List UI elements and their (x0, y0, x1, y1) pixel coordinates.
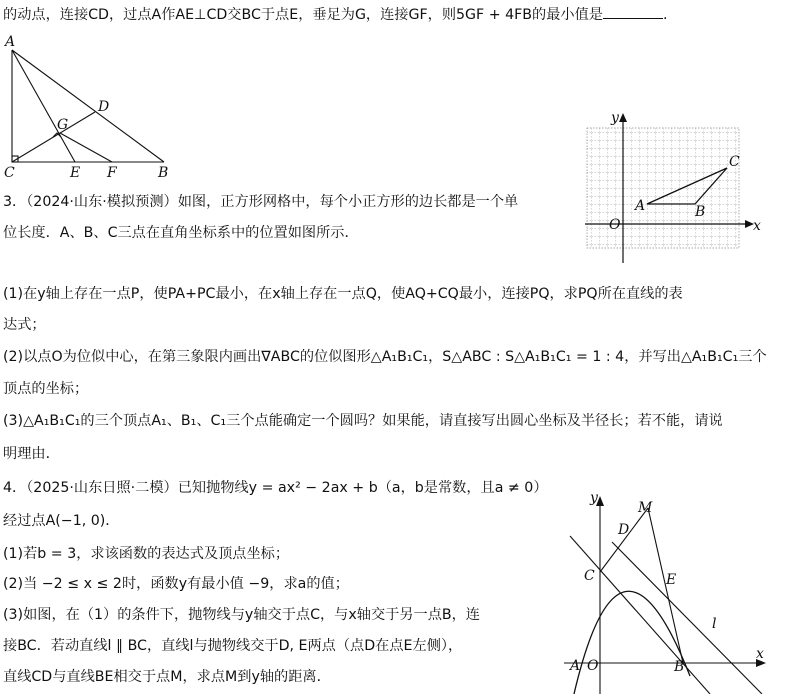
grid-label-O: O (609, 217, 621, 233)
p4-label-M: M (638, 500, 653, 516)
problem2-question-line (3, 4, 668, 24)
problem4-part3-cont: 接BC．若动直线l ∥ BC，直线l与抛物线交于D, E两点（点D在点E左侧）， (3, 638, 463, 654)
p4-label-E: E (666, 572, 677, 588)
label-C: C (4, 165, 15, 180)
segment-GF (60, 133, 112, 162)
label-F: F (107, 165, 117, 180)
problem3-heading: 3．（2024·山东·模拟预测）如图，正方形网格中，每个小正方形的边长都是一个单 (3, 194, 519, 210)
problem3-part1: (1)在y轴上存在一点P，使PA+PC最小，在x轴上存在一点Q，使AQ+CQ最小，连接PQ，求PQ所在直线的表 (3, 286, 683, 302)
coordinate-grid-figure (583, 108, 773, 268)
problem3-part3: (3)△A₁B₁C₁的三个顶点A₁、B₁、C₁三个点能确定一个圆吗？如果能，请直接写出圆心坐标及半径长；若不能，请说 (3, 413, 723, 429)
triangle-figure (0, 30, 180, 180)
label-E: E (70, 165, 81, 180)
problem4-heading-cont: 经过点A(−1, 0)． (3, 513, 120, 529)
p4-label-O: O (587, 658, 599, 674)
grid-label-y: y (611, 110, 619, 126)
answer-blank (603, 4, 663, 19)
grid-label-A: A (635, 198, 646, 214)
problem4-part3-cont2: 直线CD与直线BE相交于点M，求点M到y轴的距离． (3, 669, 331, 685)
problem3-part1-cont: 达式； (3, 317, 46, 333)
parabola-figure (560, 488, 775, 694)
side-AB (12, 50, 164, 162)
grid-label-B: B (695, 204, 706, 220)
grid-label-C: C (729, 154, 740, 170)
line-CM (600, 508, 648, 572)
p4-label-l: l (712, 616, 717, 632)
label-G: G (57, 117, 69, 133)
label-D: D (98, 99, 110, 115)
problem2-question-text: 的动点，连接CD，过点A作AE⊥CD交BC于点E，垂足为G，连接GF，则5GF + 4FB的最小值是 (3, 7, 603, 23)
line-l (612, 542, 762, 694)
problem2-question-end: . (662, 7, 668, 23)
y-axis-arrow (619, 113, 627, 122)
p4-label-D: D (618, 522, 630, 538)
label-A: A (5, 34, 16, 50)
problem4-part2: (2)当 −2 ≤ x ≤ 2时，函数y有最小值 −9，求a的值； (3, 576, 349, 592)
p4-label-y: y (590, 490, 598, 506)
problem3-part2-cont: 顶点的坐标； (3, 381, 89, 397)
p4-label-x: x (756, 646, 764, 662)
grid-label-x: x (753, 218, 761, 234)
label-B: B (158, 165, 169, 180)
problem4-heading: 4．（2025·山东日照·二模）已知抛物线y = ax² − 2ax + b（a，b是常数，且a ≠ 0） (3, 480, 548, 496)
p4-label-B: B (674, 659, 685, 675)
p4-label-A: A (570, 658, 581, 674)
segment-AE (12, 50, 75, 162)
problem3-part2: (2)以点O为位似中心，在第三象限内画出∇ABC的位似图形△A₁B₁C₁，S△ABC : S△A₁B₁C₁ = 1 : 4，并写出△A₁B₁C₁三个 (3, 349, 767, 365)
problem4-part1: (1)若b = 3，求该函数的表达式及顶点坐标； (3, 546, 290, 562)
p4-label-C: C (584, 568, 595, 584)
problem3-heading-cont: 位长度．A、B、C三点在直角坐标系中的位置如图所示． (3, 225, 359, 241)
problem3-part3-cont: 明理由． (3, 446, 60, 462)
problem4-part3: (3)如图，在（1）的条件下，抛物线与y轴交于点C，与x轴交于另一点B，连 (3, 607, 480, 623)
